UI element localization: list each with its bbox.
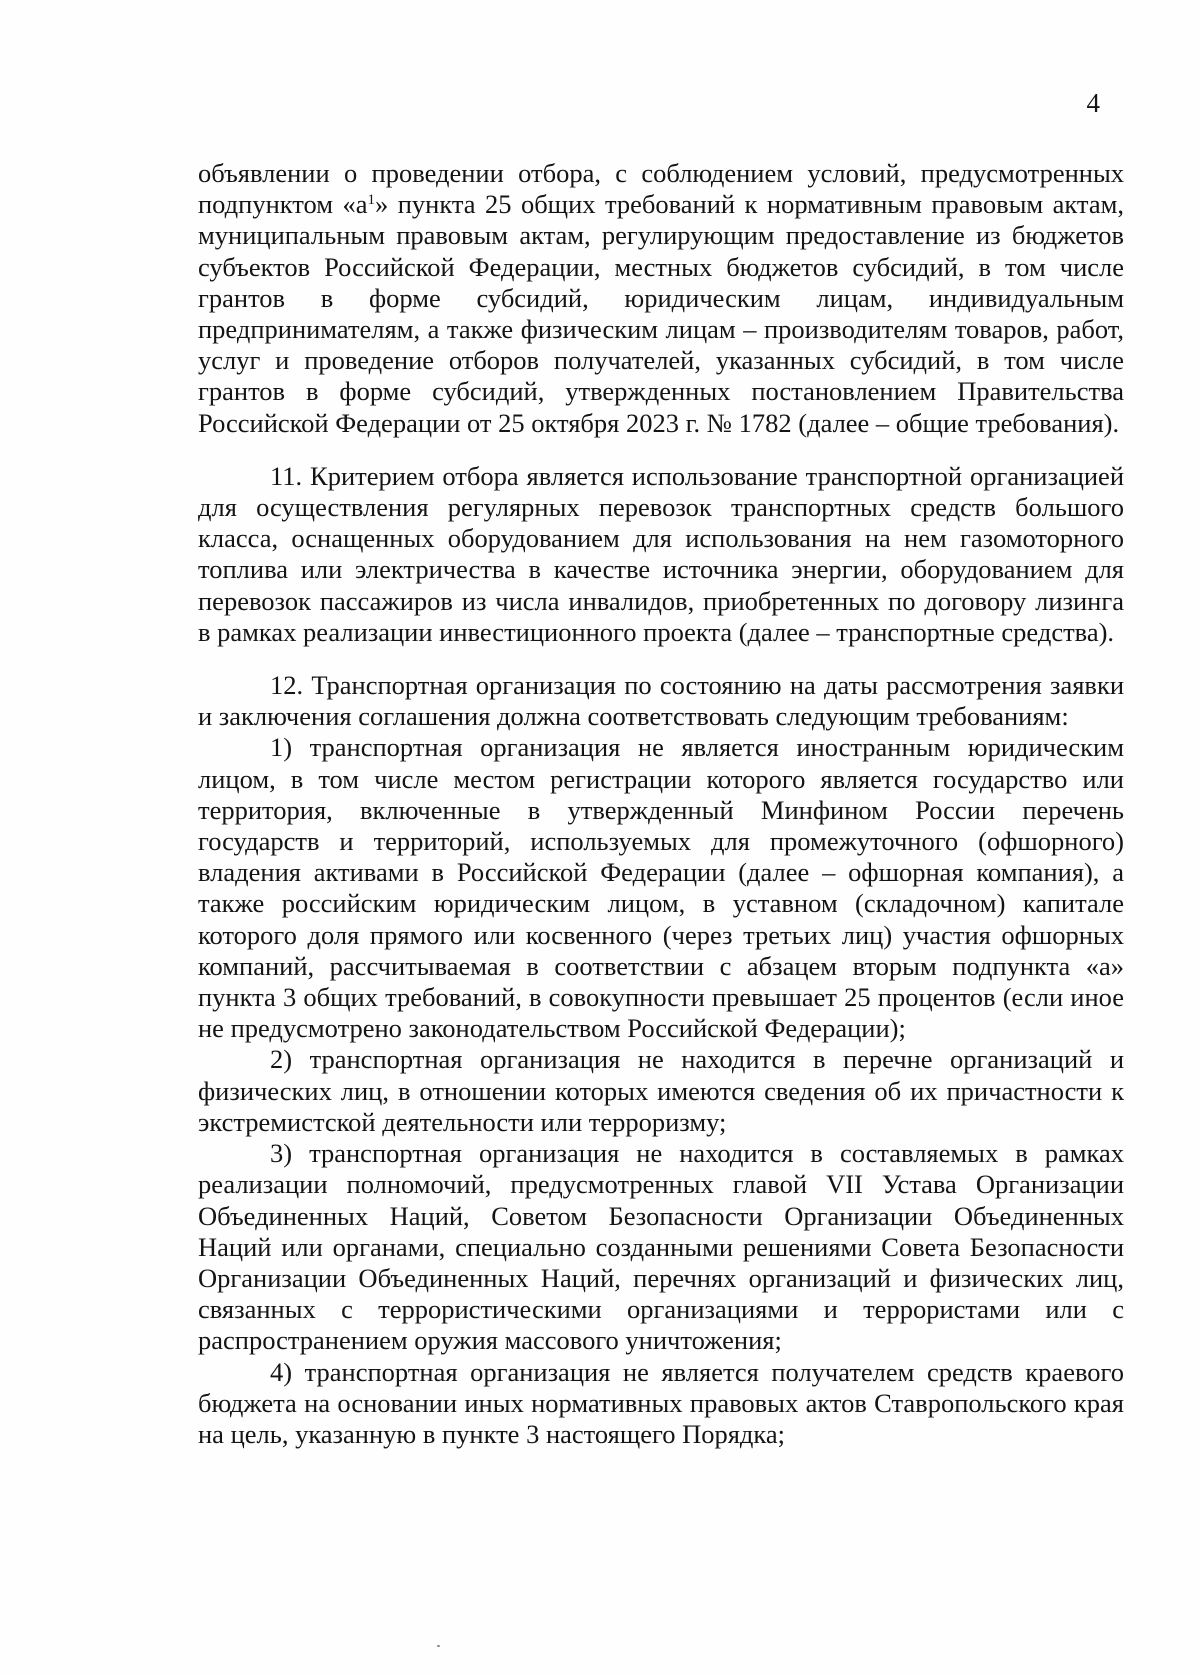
paragraph-continuation-text: объявлении о проведении отбора, с соблюдением условий, предусмотренных подпунктом «а [198,158,1124,220]
page-number: 4 [1086,88,1100,118]
requirement-item-1: 1) транспортная организация не является иностранным юридическим лицом, в том числе местом регистрации которого является государство или территория, включенные в утвержденный Минфином России перечень государств и территорий, используемых для промежуточного (офшорного) владения активами в Российской Федерации (далее – офшорная компания), а также российским юридическим лицом, в уставном (складочном) капитале которого доля прямого или косвенного (через третьих лиц) участия офшорных компаний, рассчитываемая в соответствии с абзацем вторым подпункта «а» пункта 3 общих требований, в совокупности превышает 25 процентов (если иное не предусмотрено законодательством Российской Федерации); [198,732,1124,1044]
superscript-index: 1 [367,192,376,209]
requirement-item-2: 2) транспортная организация не находится в перечне организаций и физических лиц, в отношении которых имеются сведения об их причастности к экстремистской деятельности или терроризму; [198,1044,1124,1137]
document-body [198,158,1124,1450]
scan-speck [437,1645,440,1647]
paragraph-continuation-text-end: » пункта 25 общих требований к нормативным правовым актам, муниципальным правовым актам, регулирующим предоставление из бюджетов субъектов Российской Федерации, местных бюджетов субсидий, в том числе грантов в форме субсидий, юридическим лицам, индивидуальным предпринимателям, а также физическим лицам – производителям товаров, работ, услуг и проведение отборов получателей, указанных субсидий, в том числе грантов в форме субсидий, утвержденных постановлением Правительства Российской Федерации от 25 октября 2023 г. № 1782 (далее – общие требования). [198,189,1124,438]
requirement-item-4: 4) транспортная организация не является получателем средств краевого бюджета на основании иных нормативных правовых актов Ставропольского края на цель, указанную в пункте 3 настоящего Порядка; [198,1356,1124,1449]
requirement-item-3: 3) транспортная организация не находится в составляемых в рамках реализации полномочий, предусмотренных главой VII Устава Организации Объединенных Наций, Советом Безопасности Организации Объединенных Наций или органами, специально созданными решениями Совета Безопасности Организации Объединенных Наций, перечнях организаций и физических лиц, связанных с террористическими организациями и террористами или с распространением оружия массового уничтожения; [198,1138,1124,1356]
paragraph-12-requirements-intro: 12. Транспортная организация по состоянию на даты рассмотрения заявки и заключения соглашения должна соответствовать следующим требованиям: [198,670,1124,732]
paragraph-11-selection-criterion: 11. Критерием отбора является использование транспортной организацией для осуществления регулярных перевозок транспортных средств большого класса, оснащенных оборудованием для использования на нем газомоторного топлива или электричества в качестве источника энергии, оборудованием для перевозок пассажиров из числа инвалидов, приобретенных по договору лизинга в рамках реализации инвестиционного проекта (далее – транспортные средства). [198,460,1124,647]
paragraph-continuation [198,158,1124,439]
